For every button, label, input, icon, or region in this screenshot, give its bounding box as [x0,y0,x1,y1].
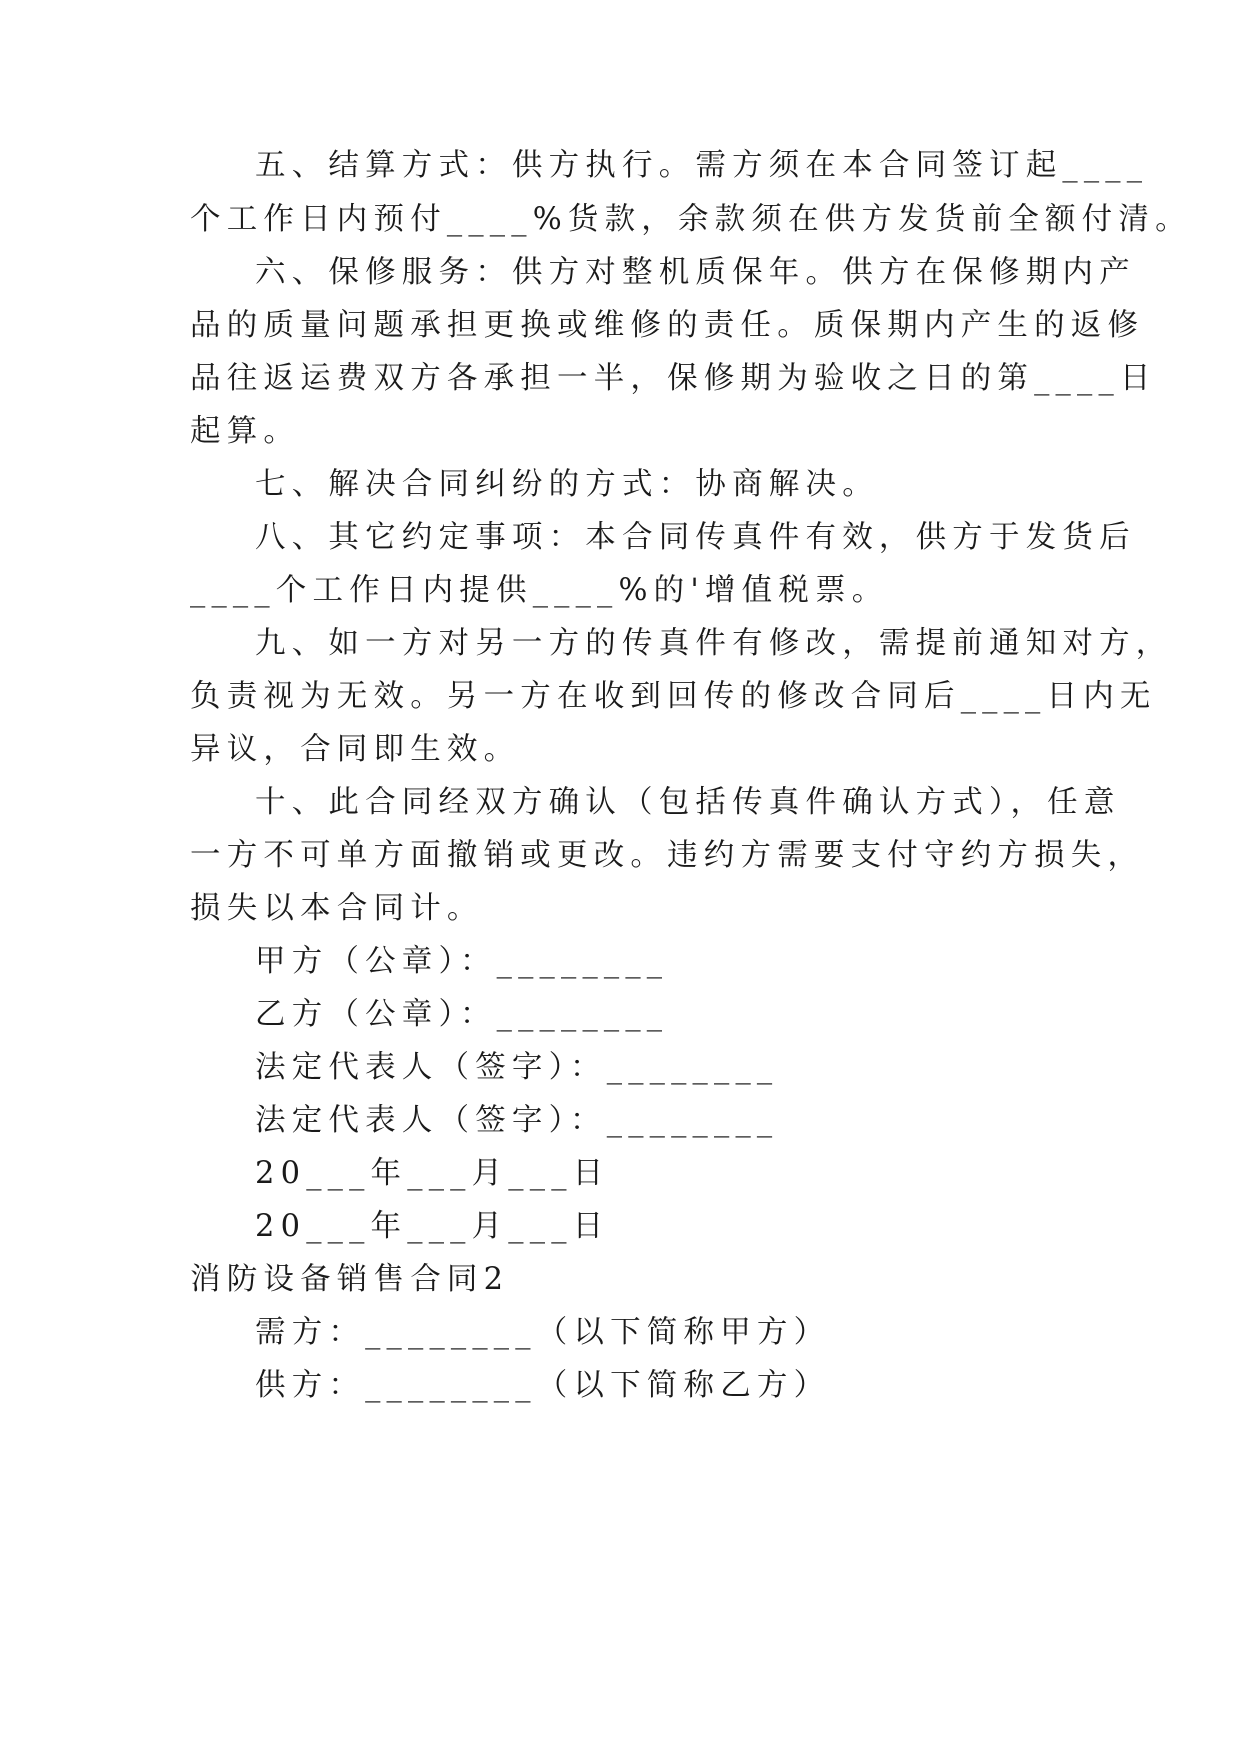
clause8-line2: ____个工作日内提供____%的'增值税票。 [190,573,889,608]
supply-party: 供方：________（以下简称乙方） [255,1368,831,1403]
clause8-line1: 八、其它约定事项：本合同传真件有效，供方于发货后 [255,520,1136,555]
clause6-line3: 品往返运费双方各承担一半，保修期为验收之日的第____日 [190,361,1157,396]
clause9-line3: 异议，合同即生效。 [190,732,521,767]
legal-rep-b-signature: 法定代表人（签字）：________ [255,1103,779,1138]
date-b: 20___年___月___日 [255,1209,610,1244]
clause6-line2: 品的质量问题承担更换或维修的责任。质保期内产生的返修 [190,308,1145,343]
clause10-line1: 十、此合同经双方确认（包括传真件确认方式），任意 [255,785,1121,820]
clause5-line1: 五、结算方式：供方执行。需方须在本合同签订起____ [255,148,1149,183]
party-a-seal: 甲方（公章）：________ [255,944,669,979]
section2-title: 消防设备销售合同2 [190,1262,510,1297]
clause9-line1: 九、如一方对另一方的传真件有修改，需提前通知对方， [255,626,1173,661]
clause9-line2: 负责视为无效。另一方在收到回传的修改合同后____日内无 [190,679,1157,714]
clause6-line4: 起算。 [190,414,301,449]
clause7-line1: 七、解决合同纠纷的方式：协商解决。 [255,467,879,502]
demand-party: 需方：________（以下简称甲方） [255,1315,831,1350]
clause5-line2: 个工作日内预付____%货款，余款须在供方发货前全额付清。 [190,202,1192,237]
clause6-line1: 六、保修服务：供方对整机质保年。供方在保修期内产 [255,255,1136,290]
clause10-line3: 损失以本合同计。 [190,891,484,926]
date-a: 20___年___月___日 [255,1156,610,1191]
legal-rep-a-signature: 法定代表人（签字）：________ [255,1050,779,1085]
party-b-seal: 乙方（公章）：________ [255,997,669,1032]
clause10-line2: 一方不可单方面撤销或更改。违约方需要支付守约方损失， [190,838,1145,873]
